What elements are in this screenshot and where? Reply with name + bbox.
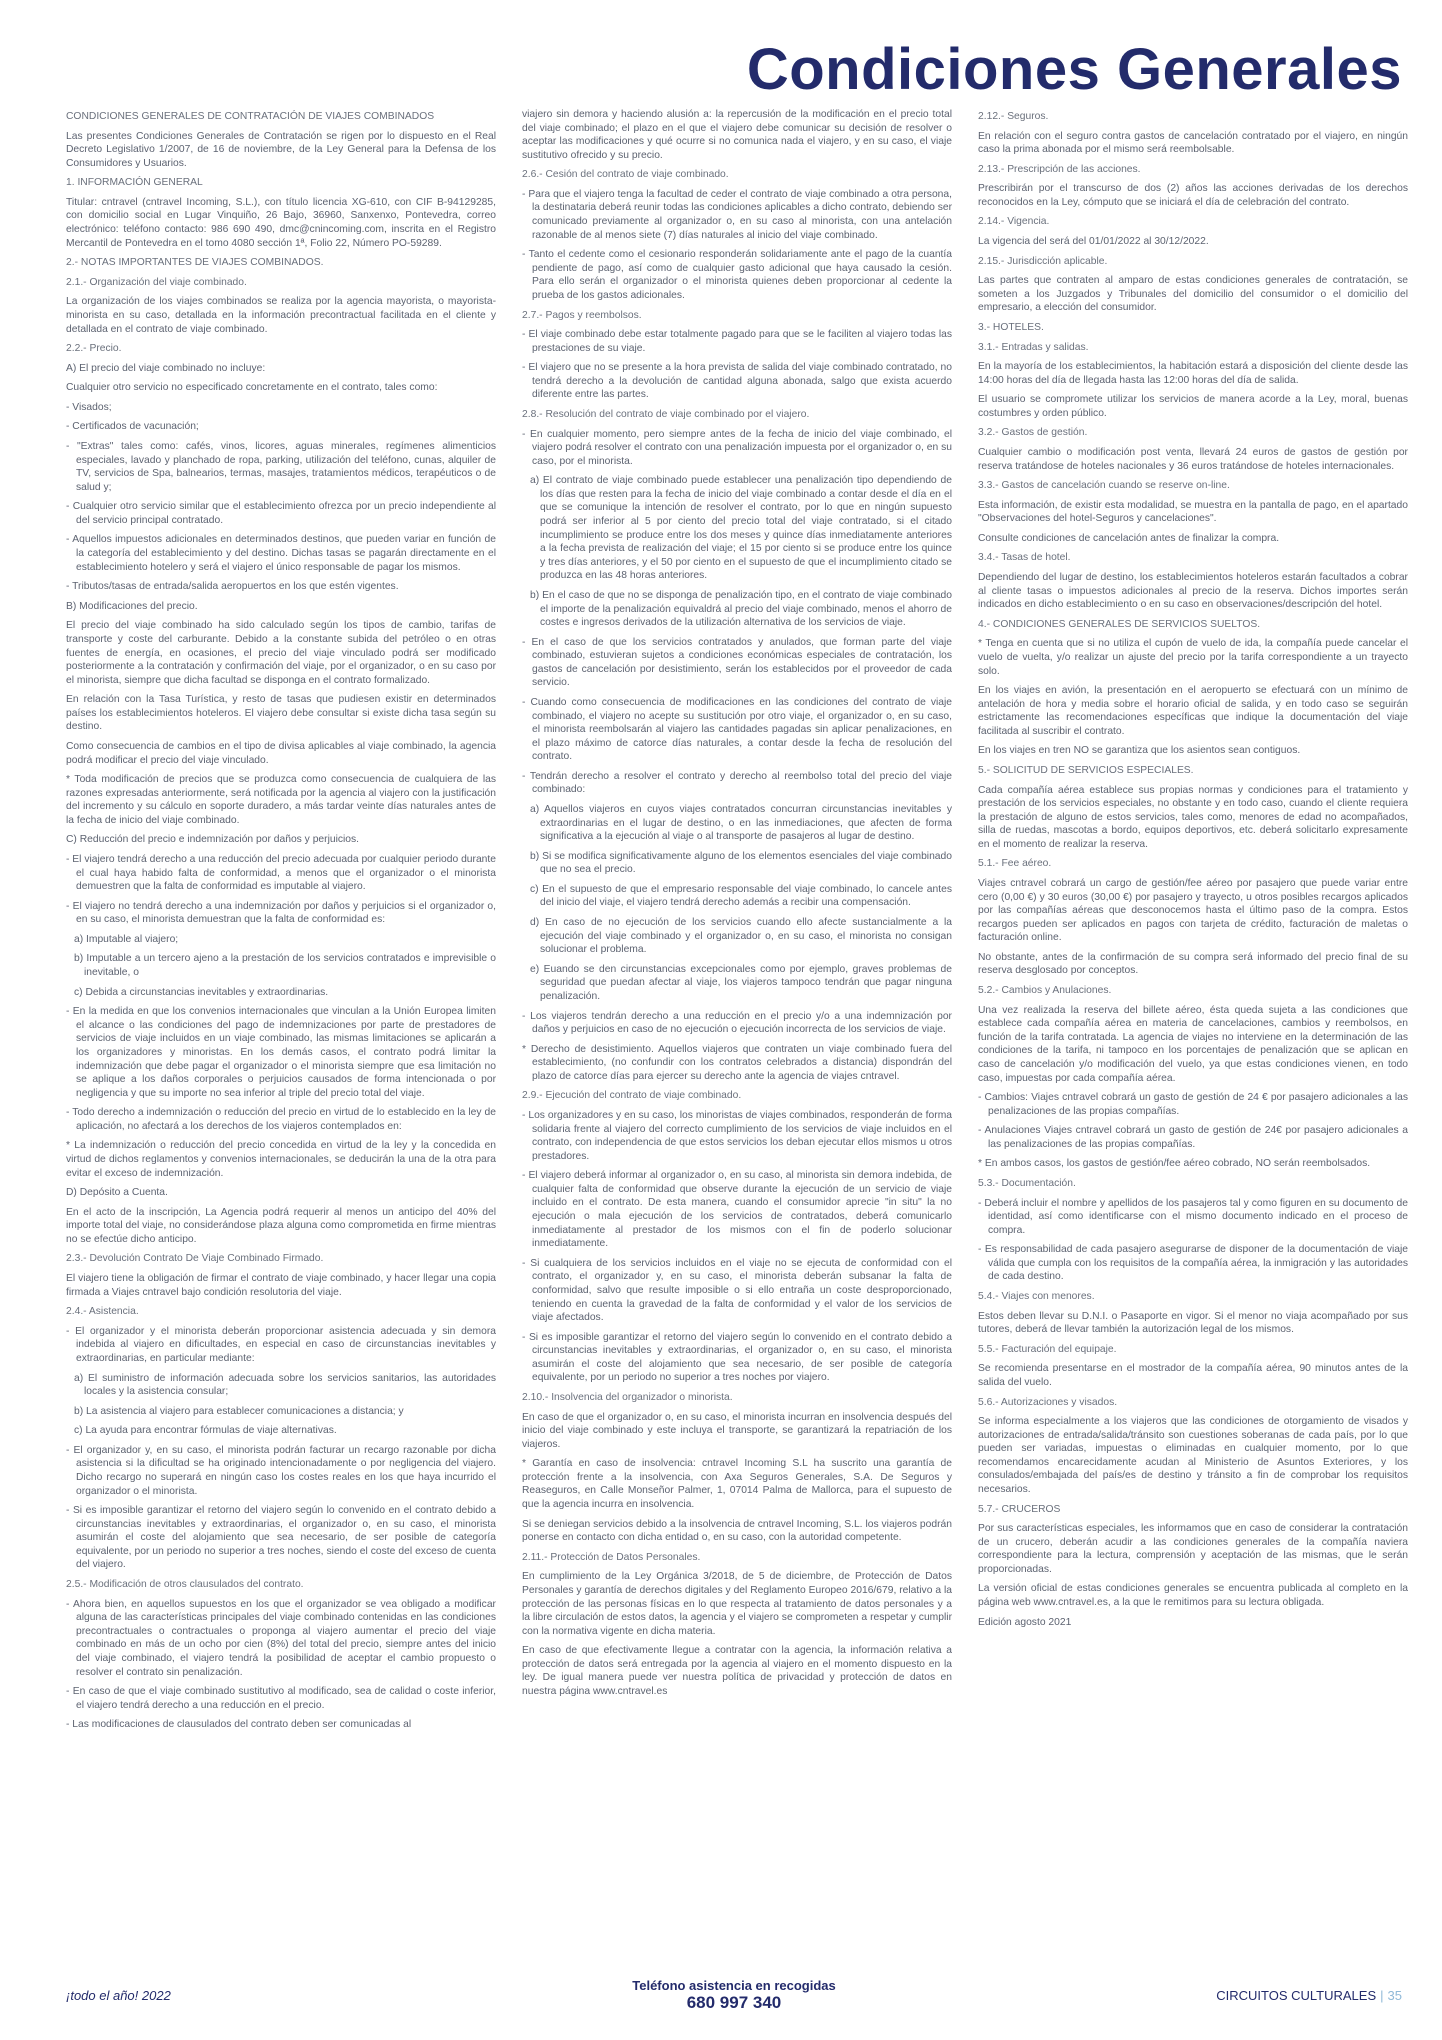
section-heading: 5.1.- Fee aéreo. [978,858,1052,870]
paragraph: Dependiendo del lugar de destino, los establecimientos hoteleros estarán facultados a cobrar al cliente tasas o impuestos adicionales al precio de la reserva. Dichos importes serán indicados en dicho establecimiento o en su caso en observaciones/descripción del hotel. [978,572,1408,611]
paragraph: En los viajes en avión, la presentación en el aeropuerto se efectuará con un mínimo de antelación de hora y media sobre el horario oficial de salida, y en todo caso se seguirán estrictamente las recomendaciones específicas que indique la documentación del viaje facilitada al suscribir el contrato. [978,685,1408,737]
paragraph: Viajes cntravel cobrará un cargo de gestión/fee aéreo por pasajero que puede variar entre cero (0,00 €) y 30 euros (30,00 €) por pasajero y trayecto, u otros posibles recargos aplicados por las compañías aéreas que desconocemos hasta el último paso de la compra. Estos recargos pueden ser aplicados en pagos con tarjeta de crédito, facturación de maletas o facturación online. [978,878,1408,944]
section-heading: 4.- CONDICIONES GENERALES DE SERVICIOS SUELTOS. [978,618,1261,630]
paragraph: - Aquellos impuestos adicionales en determinados destinos, que pueden variar en función de la categoría del establecimiento y del destino. Dichas tasas se pagarán directamente en el establecimiento hotelero y será el viajero el único responsable de pagar los mismos. [66,534,496,573]
paragraph: - Visados; [66,401,112,413]
paragraph: En cumplimiento de la Ley Orgánica 3/2018, de 5 de diciembre, de Protección de Datos Personales y garantía de derechos digitales y del Reglamento Europeo 2016/679, relativo a la protección de las personas físicas en lo que respecta al tratamiento de datos personales y a la libre circulación de estos datos, la agencia y el viajero se comprometen a respetar y cumplir con la normativa vigente en dicha materia. [522,1571,952,1637]
paragraph: - El viajero que no se presente a la hora prevista de salida del viaje combinado contratado, no tendrá derecho a la devolución de cantidad alguna abonada, salgo que exista acuerdo diferente entre las partes. [522,362,952,401]
paragraph: - Los organizadores y en su caso, los minoristas de viajes combinados, responderán de forma solidaria frente al viajero del correcto cumplimiento de los servicios de viaje incluidos en el contrato, con independencia de que estos servicios los deban ejecutar ellos mismos u otros prestadores. [522,1110,952,1162]
paragraph: - "Extras" tales como: cafés, vinos, licores, aguas minerales, regímenes alimenticios especiales, lavado y planchado de ropa, parking, utilización del teléfono, cunas, alquiler de TV, servicios de Spa, balnearios, termas, masajes, tratamientos médicos, terapéuticos o de salud y; [66,440,496,493]
paragraph: Estos deben llevar su D.N.I. o Pasaporte en vigor. Si el menor no viaja acompañado por sus tutores, deberá de llevar también la autorización legal de los mismos. [978,1310,1408,1336]
footer-section [1216,1988,1402,2003]
section-heading: 5.2.- Cambios y Anulaciones. [978,985,1112,997]
paragraph: - Si es imposible garantizar el retorno del viajero según lo convenido en el contrato debido a circunstancias inevitables y extraordinarias, el organizador o, en su caso, el minorista asumirán el coste del alojamiento que sea necesario, de ser posible de categoría equivalente, por un periodo no superior a tres noches, siendo el coste del exceso de cuenta del viajero. [66,1505,496,1571]
section-heading: 2.13.- Prescripción de las acciones. [978,163,1141,175]
paragraph: C) Reducción del precio e indemnización por daños y perjuicios. [66,834,360,846]
paragraph: En los viajes en tren NO se garantiza que los asientos sean contiguos. [978,745,1301,757]
paragraph: - Anulaciones Viajes cntravel cobrará un gasto de gestión de 24€ por pasajero adicionales a las penalizaciones de las propias compañías. [978,1125,1408,1150]
text-column-2 [522,108,952,1970]
paragraph: b) En el caso de que no se disponga de penalización tipo, en el contrato de viaje combinado el importe de la penalización equivaldrá al precio del viaje combinado, menos el ahorro de costes e ingresos derivados de la utilización alternativa de los servicios de viaje. [530,589,952,629]
paragraph: - Si es imposible garantizar el retorno del viajero según lo convenido en el contrato debido a circunstancias inevitables y extraordinarias, el organizador o, en su caso, el minorista asumirán el coste del alojamiento que sea necesario, de ser posible de categoría equivalente, por un periodo no superior a tres noches por viajero. [522,1331,952,1384]
paragraph: - Es responsabilidad de cada pasajero asegurarse de disponer de la documentación de viaje válida que cumpla con los requisitos de la compañía aérea, la inmigración y las autoridades de cada destino. [978,1244,1408,1283]
paragraph: - En la medida en que los convenios internacionales que vinculan a la Unión Europea limiten el alcance o las condiciones del pago de indemnizaciones por parte de prestadores de servicios de viaje incluidos en un viaje combinado, las mismas limitaciones se aplicarán a los organizadores y minoristas. En los demás casos, el contrato podrá limitar la indemnización que debe pagar el organizador o el minorista siempre que esa limitación no se aplique a los daños corporales o perjuicios causados de forma intencionada o por negligencia y que su importe no sea inferior al triple del precio total del viaje. [66,1006,496,1099]
paragraph: En el acto de la inscripción, La Agencia podrá requerir al menos un anticipo del 40% del importe total del viaje, no considerándose plaza alguna como comprometida en firme mientras no se efectúe dicho anticipo. [66,1206,496,1245]
paragraph: - En el caso de que los servicios contratados y anulados, que forman parte del viaje combinado, estuvieran sujetos a condiciones económicas especiales de contratación, los gastos de cancelación por desistimiento, serán los establecidos por el proveedor de cada servicio. [522,636,952,689]
section-heading: 2.6.- Cesión del contrato de viaje combinado. [522,169,729,181]
footer-assistance-label: Teléfono asistencia en recogidas [632,1978,836,1993]
paragraph: Las partes que contraten al amparo de estas condiciones generales de contratación, se someten a los Juzgados y Tribunales del domicilio del consumidor o el domicilio del empresario, a elección del consumidor. [978,275,1408,314]
paragraph: - El viaje combinado debe estar totalmente pagado para que se le faciliten al viajero todas las prestaciones de su viaje. [522,329,952,354]
paragraph: Las presentes Condiciones Generales de Contratación se rigen por lo dispuesto en el Real Decreto Legislativo 1/2007, de 16 de noviembre, de la Ley General para la Defensa de los Consumidores y Usuarios. [66,130,496,169]
text-column-3 [978,108,1408,1970]
paragraph: Una vez realizada la reserva del billete aéreo, ésta queda sujeta a las condiciones que establece cada compañía aérea en materia de cancelaciones, cambios y reembolsos, en función de la tarifa contratada. La agencia de viajes no interviene en la determinación de las condiciones de la tarifa, ni tampoco en los porcentajes de penalización que se aplican en caso de cancelación y/o modificación del vuelo, ya que estas condiciones vienen, en todo caso, impuestas por cada compañía aérea. [978,1004,1408,1084]
paragraph: Cualquier otro servicio no especificado concretamente en el contrato, tales como: [66,382,438,394]
paragraph: e) Euando se den circunstancias excepcionales como por ejemplo, graves problemas de seguridad que puedan afectar al viaje, los viajeros tampoco tendrán que pagar ninguna penalización. [530,963,952,1002]
paragraph: * Tenga en cuenta que si no utiliza el cupón de vuelo de ida, la compañía puede cancelar el vuelo de vuelta, y/o realizar un ajuste del precio por la tarifa correspondiente a un trayecto solo. [978,638,1408,677]
paragraph: c) En el supuesto de que el empresario responsable del viaje combinado, lo cancele antes del inicio del viaje, el viajero tendrá derecho además a recibir una compensación. [530,883,952,909]
paragraph: - El viajero deberá informar al organizador o, en su caso, al minorista sin demora indebida, de cualquier falta de conformidad que observe durante la ejecución de un servicio de viaje incluido en el contrato. De esta manera, cuando el consumidor aprecie "in situ" la no ejecución o mala ejecución de los servicios de contratados, deberá comunicarlo inmediatamente al prestador de los mismos con el fin de poderlo solucionar inmediatamente. [522,1170,952,1250]
footer-section-label: CIRCUITOS CULTURALES [1216,1988,1377,2003]
paragraph: viajero sin demora y haciendo alusión a: la repercusión de la modificación en el precio total del viaje combinado; el plazo en el que el viajero debe comunicar su decisión de resolver o aceptar las modificaciones y qué ocurre si no comunica nada el viajero, y en su caso, el viaje sustitutivo ofrecido y su precio. [522,109,952,161]
paragraph: - Tanto el cedente como el cesionario responderán solidariamente ante el pago de la cuantía pendiente de pago, así como de cualquier gasto adicional que haya causado la cesión. Para ello serán el organizador o el minorista quienes deben proporcionar al cedente la prueba de los gastos adicionales. [522,249,952,301]
paragraph: En la mayoría de los establecimientos, la habitación estará a disposición del cliente desde las 14:00 horas del día de llegada hasta las 12:00 horas del día de salida. [978,361,1408,386]
section-heading: 5.- SOLICITUD DE SERVICIOS ESPECIALES. [978,764,1194,776]
paragraph: B) Modificaciones del precio. [66,600,198,612]
paragraph: Titular: cntravel (cntravel Incoming, S.L.), con título licencia XG-610, con CIF B-94129285, con domicilio social en Lugar Vinquiño, 26 Bajo, 36960, Sanxenxo, Pontevedra, correo electrónico: teléfono contacto: 986 690 490, dmc@cnincoming.com, inscrita en el Registro Mercantil de Pontevedra en el tomo 4080 sección 1ª, Folio 22, Número PO-59289. [66,196,496,249]
section-heading: 2.5.- Modificación de otros clausulados del contrato. [66,1579,304,1591]
paragraph: - Tributos/tasas de entrada/salida aeropuertos en los que estén vigentes. [66,581,399,593]
section-heading: 2.7.- Pagos y reembolsos. [522,309,642,321]
paragraph: b) La asistencia al viajero para establecer comunicaciones a distancia; y [74,1405,404,1417]
section-heading: 3.- HOTELES. [978,321,1044,333]
paragraph: Cada compañía aérea establece sus propias normas y condiciones para el tratamiento y prestación de los servicios especiales, no obstante y en todo caso, cuando el cliente requiera la prestación de alguno de estos servicios, tales como, menores de edad no acompañados, silla de ruedas, mascotas a bordo, equipos deportivos, etc. deberá solicitarlo expresamente en el momento de realizar la reserva. [978,784,1408,850]
paragraph: - Certificados de vacunación; [66,421,199,433]
paragraph: - Deberá incluir el nombre y apellidos de los pasajeros tal y como figuren en su documento de identidad, así como identificarse con el mismo documento indicado en el proceso de compra. [978,1197,1408,1236]
text-column-1 [66,108,496,1970]
section-heading: 2.2.- Precio. [66,343,122,355]
paragraph: * Toda modificación de precios que se produzca como consecuencia de cualquiera de las razones expresadas anteriormente, será notificada por la agencia al viajero con la justificación del incremento y su cálculo en soporte duradero, a más tardar veinte días naturales antes de la fecha de inicio del viaje combinado. [66,774,496,826]
paragraph: * Derecho de desistimiento. Aquellos viajeros que contraten un viaje combinado fuera del establecimiento, (no confundir con los contratos celebrados a distancia) dispondrán del plazo de catorce días para ejercer su derecho ante la agencia de viajes cntravel. [522,1043,952,1082]
paragraph: a) Aquellos viajeros en cuyos viajes contratados concurran circunstancias inevitables y extraordinarias en el lugar de destino, o en las inmediaciones, que afecten de forma significativa a la ejecución al viaje o al transporte de pasajeros al lugar de destino. [530,804,952,843]
paragraph: A) El precio del viaje combinado no incluye: [66,362,266,374]
conditions-body [66,108,1408,1970]
section-heading: 2.- NOTAS IMPORTANTES DE VIAJES COMBINADOS. [66,257,324,269]
section-heading: 3.3.- Gastos de cancelación cuando se reserve on-line. [978,480,1230,492]
page-number: 35 [1387,1988,1402,2003]
section-heading: 5.6.- Autorizaciones y visados. [978,1396,1118,1408]
paragraph: D) Depósito a Cuenta. [66,1187,168,1199]
section-heading: 2.15.- Jurisdicción aplicable. [978,255,1108,267]
paragraph: - En cualquier momento, pero siempre antes de la fecha de inicio del viaje combinado, el viajero podrá resolver el contrato con una penalización impuesta por el organizador o, en su caso, por el minorista. [522,428,952,467]
paragraph: - El viajero tendrá derecho a una reducción del precio adecuada por cualquier periodo durante el cual haya habido falta de conformidad, a menos que el organizador o el minorista demuestren que la falta de conformidad es imputable al viajero. [66,854,496,893]
paragraph: * En ambos casos, los gastos de gestión/fee aéreo cobrado, NO serán reembolsados. [978,1158,1371,1170]
paragraph: - Tendrán derecho a resolver el contrato y derecho al reembolso total del precio del viaje combinado: [522,770,952,796]
section-heading: 3.1.- Entradas y salidas. [978,341,1089,353]
section-heading: 2.1.- Organización del viaje combinado. [66,276,247,288]
paragraph: - El organizador y, en su caso, el minorista podrán facturar un recargo razonable por dicha asistencia si la dificultad se ha originado intencionadamente o por negligencia del viajero. Dicho recargo no superará en ningún caso los costes reales en los que haya incurrido el organizador o el minorista. [66,1444,496,1497]
paragraph: a) El contrato de viaje combinado puede establecer una penalización tipo dependiendo de los días que resten para la fecha de inicio del viaje combinado a contar desde el día en el que se comunique la intención de resolver el contrato, por lo que en ningún supuesto podrá ser inferior al 5 por ciento del precio total del viaje contratado, si el citado incumplimiento se produce entre los dos meses y quince días inmediatamente anteriores a la fecha prevista de realización del viaje; el 15 por ciento si se produce entre los quince y tres días anteriores, y el 50 por ciento en el supuesto de que el incumplimiento citado se produzca en las 48 horas anteriores. [530,475,952,582]
paragraph: La organización de los viajes combinados se realiza por la agencia mayorista, o mayorista-minorista en su caso, detallada en la información precontractual facilitada en el cliente y detallada en el contrato de viaje combinado. [66,296,496,335]
paragraph: En caso de que el organizador o, en su caso, el minorista incurran en insolvencia después del inicio del viaje combinado y este incluya el transporte, se garantizará la repatriación de los viajeros. [522,1411,952,1450]
paragraph: c) Debida a circunstancias inevitables y extraordinarias. [74,986,329,998]
paragraph: a) Imputable al viajero; [74,933,179,945]
paragraph: * La indemnización o reducción del precio concedida en virtud de la ley y la concedida en virtud de dichos reglamentos y convenios internacionales, se deducirán la una de la otra para evitar el exceso de indemnización. [66,1140,496,1179]
paragraph: En relación con la Tasa Turística, y resto de tasas que pudiesen existir en determinados países los establecimientos hoteleros. El viajero debe consultar si existe dicha tasa según su destino. [66,694,496,733]
section-heading: 5.5.- Facturación del equipaje. [978,1343,1117,1355]
paragraph: No obstante, antes de la confirmación de su compra será informado del precio final de su reserva desglosado por conceptos. [978,951,1408,977]
paragraph: Se informa especialmente a los viajeros que las condiciones de otorgamiento de visados y autorizaciones de entrada/salida/tránsito son cuestiones soberanas de cada país, por lo que pueden ser variadas, impuestas o eliminadas en cualquier momento, por lo que recomendamos encarecidamente acudan al Ministerio de Asuntos Exteriores, y los consulados/embajada del país/es de destino y tránsito a fin de comprobar los requisitos necesarios. [978,1416,1408,1495]
paragraph: - Cambios: Viajes cntravel cobrará un gasto de gestión de 24 € por pasajero adicionales a las penalizaciones de las propias compañías. [978,1092,1408,1117]
paragraph: - Para que el viajero tenga la facultad de ceder el contrato de viaje combinado a otra persona, la destinataria deberá reunir todas las condiciones aplicables a dicho contrato, debiendo ser comunicado previamente al organizador o, en su caso al minorista, con una antelación razonable de al menos siete (7) días naturales al inicio del viaje combinado. [522,188,952,241]
paragraph: - Cuando como consecuencia de modificaciones en las condiciones del contrato de viaje combinado, el viajero no acepte su sustitución por otro viaje, el organizador o, en su caso, el minorista reembolsarán al viajero las cantidades pagadas sin aplicar penalizaciones, en el plazo máximo de catorce días naturales, a contar desde la fecha de resolución del contrato. [522,696,952,763]
page-title: Condiciones Generales [746,37,1402,102]
paragraph: Edición agosto 2021 [978,1616,1072,1628]
paragraph: - Las modificaciones de clausulados del contrato deben ser comunicadas al [66,1719,412,1731]
paragraph: b) Imputable a un tercero ajeno a la prestación de los servicios contratados e imprevisible o inevitable, o [74,953,496,979]
paragraph: Esta información, de existir esta modalidad, se muestra en la pantalla de pago, en el apartado "Observaciones del hotel-Seguros y cancelaciones". [978,499,1408,525]
paragraph: Se recomienda presentarse en el mostrador de la compañía aérea, 90 minutos antes de la salida del vuelo. [978,1363,1408,1388]
paragraph: En caso de que efectivamente llegue a contratar con la agencia, la información relativa a protección de datos será entregada por la agencia al viajero en el momento dispuesto en la ley. De igual manera puede ver nuestra política de privacidad y protección de datos en nuestra página www.cntravel.es [522,1645,952,1697]
paragraph: - El organizador y el minorista deberán proporcionar asistencia adecuada y sin demora indebida al viajero en dificultades, en especial en caso de circunstancias inevitables y extraordinarias, en particular mediante: [66,1325,496,1364]
section-heading: 5.7.- CRUCEROS [978,1503,1061,1515]
paragraph: - Los viajeros tendrán derecho a una reducción en el precio y/o a una indemnización por daños y perjuicios en caso de no ejecución o ejecución incorrecta de los servicios de viaje. [522,1010,952,1036]
page-footer [66,1978,1402,2022]
paragraph: b) Si se modifica significativamente alguno de los elementos esenciales del viaje combinado que no sea el precio. [530,850,952,876]
paragraph: Cualquier cambio o modificación post venta, llevará 24 euros de gastos de gestión por reserva tratándose de hoteles nacionales y 36 euros tratándose de hoteles internacionales. [978,446,1408,472]
section-heading: 1. INFORMACIÓN GENERAL [66,177,203,189]
paragraph: El usuario se compromete utilizar los servicios de manera acorde a la Ley, moral, buenas costumbres y orden público. [978,394,1408,419]
paragraph: El precio del viaje combinado ha sido calculado según los tipos de cambio, tarifas de transporte y coste del carburante. Debido a la constante subida del petróleo o en otras fuentes de energía, en ocasiones, el precio del viaje vinculado podrá ser modificado posteriormente a la contratación y confirmación del viaje, por el organizador, o en su caso por el minorista, siempre que dicha facultad se disponga en el contrato formalizado. [66,620,496,686]
section-heading: CONDICIONES GENERALES DE CONTRATACIÓN DE VIAJES COMBINADOS [66,111,435,122]
footer-assistance [632,1978,836,2013]
footer-separator: | [1380,1988,1384,2003]
section-heading: 5.4.- Viajes con menores. [978,1291,1095,1303]
section-heading: 2.9.- Ejecución del contrato de viaje combinado. [522,1090,742,1102]
footer-assistance-phone: 680 997 340 [686,1993,782,2012]
paragraph: c) La ayuda para encontrar fórmulas de viaje alternativas. [74,1425,337,1437]
section-heading: 3.2.- Gastos de gestión. [978,427,1088,439]
paragraph: Si se deniegan servicios debido a la insolvencia de cntravel Incoming, S.L. los viajeros podrán ponerse en contacto con dicha entidad o, en su caso, con la autoridad competente. [522,1518,952,1544]
section-heading: 2.10.- Insolvencia del organizador o minorista. [522,1391,733,1403]
paragraph: a) El suministro de información adecuada sobre los servicios sanitarios, las autoridades locales y la asistencia consular; [74,1372,496,1398]
paragraph: La versión oficial de estas condiciones generales se encuentra publicada al completo en la página web www.cntravel.es, a la que le remitimos para su lectura obligada. [978,1583,1408,1609]
section-heading: 2.4.- Asistencia. [66,1306,139,1318]
paragraph: - Todo derecho a indemnización o reducción del precio en virtud de lo establecido en la ley de aplicación, no afectará a los derechos de los viajeros contemplados en: [66,1107,496,1132]
paragraph: Por sus características especiales, les informamos que en caso de considerar la contratación de un crucero, deberán acudir a las condiciones generales de la compañía naviera correspondiente para la lectura, comprensión y aceptación de las mismas, que le serán proporcionadas. [978,1523,1408,1575]
paragraph: La vigencia del será del 01/01/2022 al 30/12/2022. [978,236,1209,248]
paragraph: En relación con el seguro contra gastos de cancelación contratado por el viajero, en ningún caso la prima abonada por el mismo será reembolsable. [978,130,1408,156]
paragraph: Consulte condiciones de cancelación antes de finalizar la compra. [978,532,1280,544]
paragraph: d) En caso de no ejecución de los servicios cuando ello afecte sustancialmente a la ejecución del viaje combinado y el organizador o, en su caso, el minorista no consigan solucionar el problema. [530,917,952,956]
paragraph: - En caso de que el viaje combinado sustitutivo al modificado, sea de calidad o coste inferior, el viajero tendrá derecho a una reducción en el precio. [66,1686,496,1711]
paragraph: El viajero tiene la obligación de firmar el contrato de viaje combinado, y hacer llegar una copia firmada a Viajes cntravel bajo condición resolutoria del viaje. [66,1273,496,1298]
paragraph: - Cualquier otro servicio similar que el establecimiento ofrezca por un precio independiente al del servicio principal contratado. [66,501,496,526]
paragraph: * Garantía en caso de insolvencia: cntravel Incoming S.L ha suscrito una garantía de protección frente a la insolvencia, con Axa Seguros Generales, S.A. De Seguros y Reaseguros, en Calle Monseñor Palmer, 1, 07014 Palma de Mallorca, para el supuesto de que la agencia incurra en insolvencia. [522,1458,952,1511]
footer-catalog-name: ¡todo el año! 2022 [66,1988,171,2003]
paragraph: Como consecuencia de cambios en el tipo de divisa aplicables al viaje combinado, la agencia podrá modificar el precio del viaje vinculado. [66,740,496,766]
section-heading: 2.11.- Protección de Datos Personales. [522,1551,701,1563]
paragraph: - Ahora bien, en aquellos supuestos en los que el organizador se vea obligado a modificar alguna de las características principales del viaje combinado contenidas en las condiciones precontractuales o contractuales o proponga al viajero aumentar el precio del viaje combinado en más de un ocho por cien (8%) del total del precio, siempre antes del inicio del viaje combinado, el viajero tendrá la posibilidad de aceptar el cambio propuesto o resolver el contrato sin penalización. [66,1598,496,1678]
section-heading: 3.4.- Tasas de hotel. [978,552,1071,564]
section-heading: 2.12.- Seguros. [978,111,1049,122]
section-heading: 2.8.- Resolución del contrato de viaje combinado por el viajero. [522,408,810,420]
paragraph: - Si cualquiera de los servicios incluidos en el viaje no se ejecuta de conformidad con el contrato, el organizador y, en su caso, el minorista deberán subsanar la falta de conformidad, salvo que resulte imposible o si ello entraña un coste desproporcionado, teniendo en cuenta la gravedad de la falta de conformidad y el valor de los servicios de viaje afectados. [522,1257,952,1324]
section-heading: 5.3.- Documentación. [978,1178,1076,1189]
section-heading: 2.3.- Devolución Contrato De Viaje Combinado Firmado. [66,1253,324,1265]
paragraph: Prescribirán por el transcurso de dos (2) años las acciones derivadas de los derechos reconocidos en la Ley, cómputo que se iniciará el día de celebración del contrato. [978,183,1408,208]
paragraph: - El viajero no tendrá derecho a una indemnización por daños y perjuicios si el organizador o, en su caso, el minorista demuestran que la falta de conformidad es: [66,900,496,926]
section-heading: 2.14.- Vigencia. [978,216,1050,228]
